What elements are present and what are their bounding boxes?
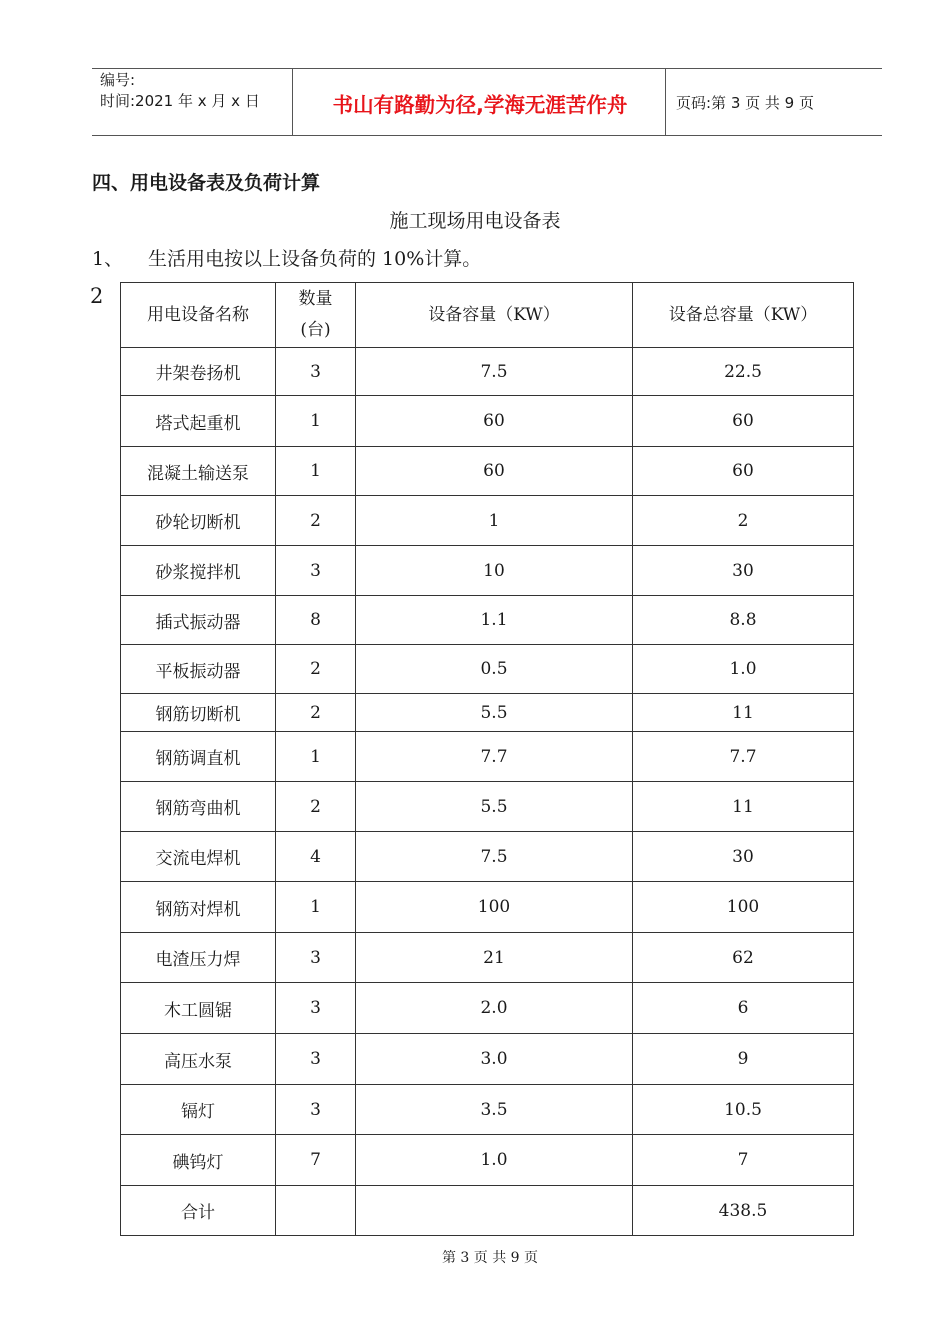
cell-capacity: 1.0 (356, 1135, 633, 1186)
cell-quantity: 3 (276, 348, 356, 396)
cell-name: 砂浆搅拌机 (121, 546, 276, 596)
doc-date: 时间:2021 年 x 月 x 日 (100, 92, 260, 110)
cell-name: 钢筋对焊机 (121, 882, 276, 933)
cell-total-capacity: 10.5 (633, 1085, 854, 1135)
table-row (121, 645, 854, 694)
cell-name: 钢筋切断机 (121, 694, 276, 732)
cell-quantity: 3 (276, 1034, 356, 1085)
cell-total-capacity: 30 (633, 832, 854, 882)
cell-total-capacity: 6 (633, 983, 854, 1034)
cell-capacity: 5.5 (356, 782, 633, 832)
cell-capacity: 5.5 (356, 694, 633, 732)
cell-total-capacity: 22.5 (633, 348, 854, 396)
cell-quantity: 3 (276, 983, 356, 1034)
cell-name: 碘钨灯 (121, 1135, 276, 1186)
cell-capacity: 21 (356, 933, 633, 983)
cell-name: 高压水泵 (121, 1034, 276, 1085)
cell-name: 钢筋调直机 (121, 732, 276, 782)
note-marker-2: 2 (90, 284, 104, 308)
cell-capacity: 0.5 (356, 645, 633, 694)
header-cell-total-capacity-text: 设备总容量（KW） (668, 304, 818, 325)
header-cell-capacity (356, 283, 633, 348)
doc-number-label: 编号: (100, 71, 136, 89)
header-cell-name (121, 283, 276, 348)
cell-capacity: 60 (356, 447, 633, 496)
header-cell-capacity-text: 设备容量（KW） (428, 304, 560, 325)
cell-quantity: 7 (276, 1135, 356, 1186)
cell-total-capacity: 30 (633, 546, 854, 596)
cell-name: 交流电焊机 (121, 832, 276, 882)
cell-name: 塔式起重机 (121, 396, 276, 447)
cell-name: 电渣压力焊 (121, 933, 276, 983)
table-row (121, 933, 854, 983)
table-row (121, 1135, 854, 1186)
cell-capacity: 60 (356, 396, 633, 447)
cell-total-capacity: 7.7 (633, 732, 854, 782)
table-row (121, 882, 854, 933)
cell-total-capacity: 2 (633, 496, 854, 546)
cell-capacity: 10 (356, 546, 633, 596)
cell-capacity: 100 (356, 882, 633, 933)
cell-capacity: 7.5 (356, 348, 633, 396)
cell-capacity: 1 (356, 496, 633, 546)
cell-name: 木工圆锯 (121, 983, 276, 1034)
cell-total-capacity: 11 (633, 782, 854, 832)
cell-quantity: 1 (276, 732, 356, 782)
cell-name: 井架卷扬机 (121, 348, 276, 396)
table-row (121, 447, 854, 496)
header-top-rule (92, 68, 882, 69)
table-row (121, 348, 854, 396)
note-marker-1: 1、 (92, 248, 124, 270)
cell-capacity: 7.7 (356, 732, 633, 782)
note-text-1: 生活用电按以上设备负荷的 10%计算。 (148, 248, 482, 270)
cell-quantity: 3 (276, 1085, 356, 1135)
cell-total-capacity: 62 (633, 933, 854, 983)
section-title: 四、用电设备表及负荷计算 (92, 172, 321, 194)
cell-quantity: 1 (276, 882, 356, 933)
cell-total-capacity: 100 (633, 882, 854, 933)
header-cell-name-text: 用电设备名称 (147, 304, 249, 325)
header-motto: 书山有路勤为径,学海无涯苦作舟 (332, 93, 628, 117)
header-cell-quantity (276, 283, 356, 348)
cell-quantity: 2 (276, 645, 356, 694)
cell-quantity: 8 (276, 596, 356, 645)
table-header-row (121, 283, 854, 348)
cell-total-capacity: 438.5 (633, 1186, 854, 1236)
cell-quantity: 2 (276, 496, 356, 546)
cell-total-capacity: 9 (633, 1034, 854, 1085)
table-row (121, 832, 854, 882)
header-page-info: 页码:第 3 页 共 9 页 (676, 94, 814, 112)
table-row (121, 546, 854, 596)
note-item-1 (92, 244, 482, 271)
cell-name: 插式振动器 (121, 596, 276, 645)
table-row (121, 1085, 854, 1135)
cell-quantity: 1 (276, 396, 356, 447)
cell-quantity: 4 (276, 832, 356, 882)
table-title: 施工现场用电设备表 (389, 210, 561, 232)
table-row (121, 496, 854, 546)
cell-name: 平板振动器 (121, 645, 276, 694)
cell-total-capacity: 60 (633, 396, 854, 447)
cell-capacity: 3.5 (356, 1085, 633, 1135)
cell-total-capacity: 1.0 (633, 645, 854, 694)
cell-total-capacity: 7 (633, 1135, 854, 1186)
table-row (121, 396, 854, 447)
cell-total-capacity: 11 (633, 694, 854, 732)
cell-total-capacity: 60 (633, 447, 854, 496)
table-total-row (121, 1186, 854, 1236)
cell-total-capacity: 8.8 (633, 596, 854, 645)
equipment-table-body (121, 283, 854, 1236)
header-bottom-rule (92, 135, 882, 136)
cell-capacity: 1.1 (356, 596, 633, 645)
header-cell-quantity-line2: (台) (300, 320, 331, 340)
cell-quantity: 3 (276, 546, 356, 596)
cell-quantity: 2 (276, 694, 356, 732)
cell-name: 钢筋弯曲机 (121, 782, 276, 832)
table-row (121, 732, 854, 782)
table-row (121, 694, 854, 732)
table-row (121, 983, 854, 1034)
equipment-table (120, 282, 854, 1236)
header-cell-quantity-line1: 数量 (298, 289, 333, 309)
cell-quantity: 3 (276, 933, 356, 983)
cell-capacity: 7.5 (356, 832, 633, 882)
cell-quantity: 1 (276, 447, 356, 496)
header-divider-left (292, 68, 293, 136)
table-row (121, 1034, 854, 1085)
table-row (121, 782, 854, 832)
cell-quantity: 2 (276, 782, 356, 832)
header-meta (100, 70, 260, 112)
page-footer: 第 3 页 共 9 页 (441, 1250, 539, 1266)
cell-capacity (356, 1186, 633, 1236)
cell-capacity: 3.0 (356, 1034, 633, 1085)
cell-name: 砂轮切断机 (121, 496, 276, 546)
cell-capacity: 2.0 (356, 983, 633, 1034)
cell-name: 合计 (121, 1186, 276, 1236)
header-cell-total-capacity (633, 283, 854, 348)
cell-name: 混凝土输送泵 (121, 447, 276, 496)
cell-name: 镉灯 (121, 1085, 276, 1135)
table-row (121, 596, 854, 645)
cell-quantity (276, 1186, 356, 1236)
